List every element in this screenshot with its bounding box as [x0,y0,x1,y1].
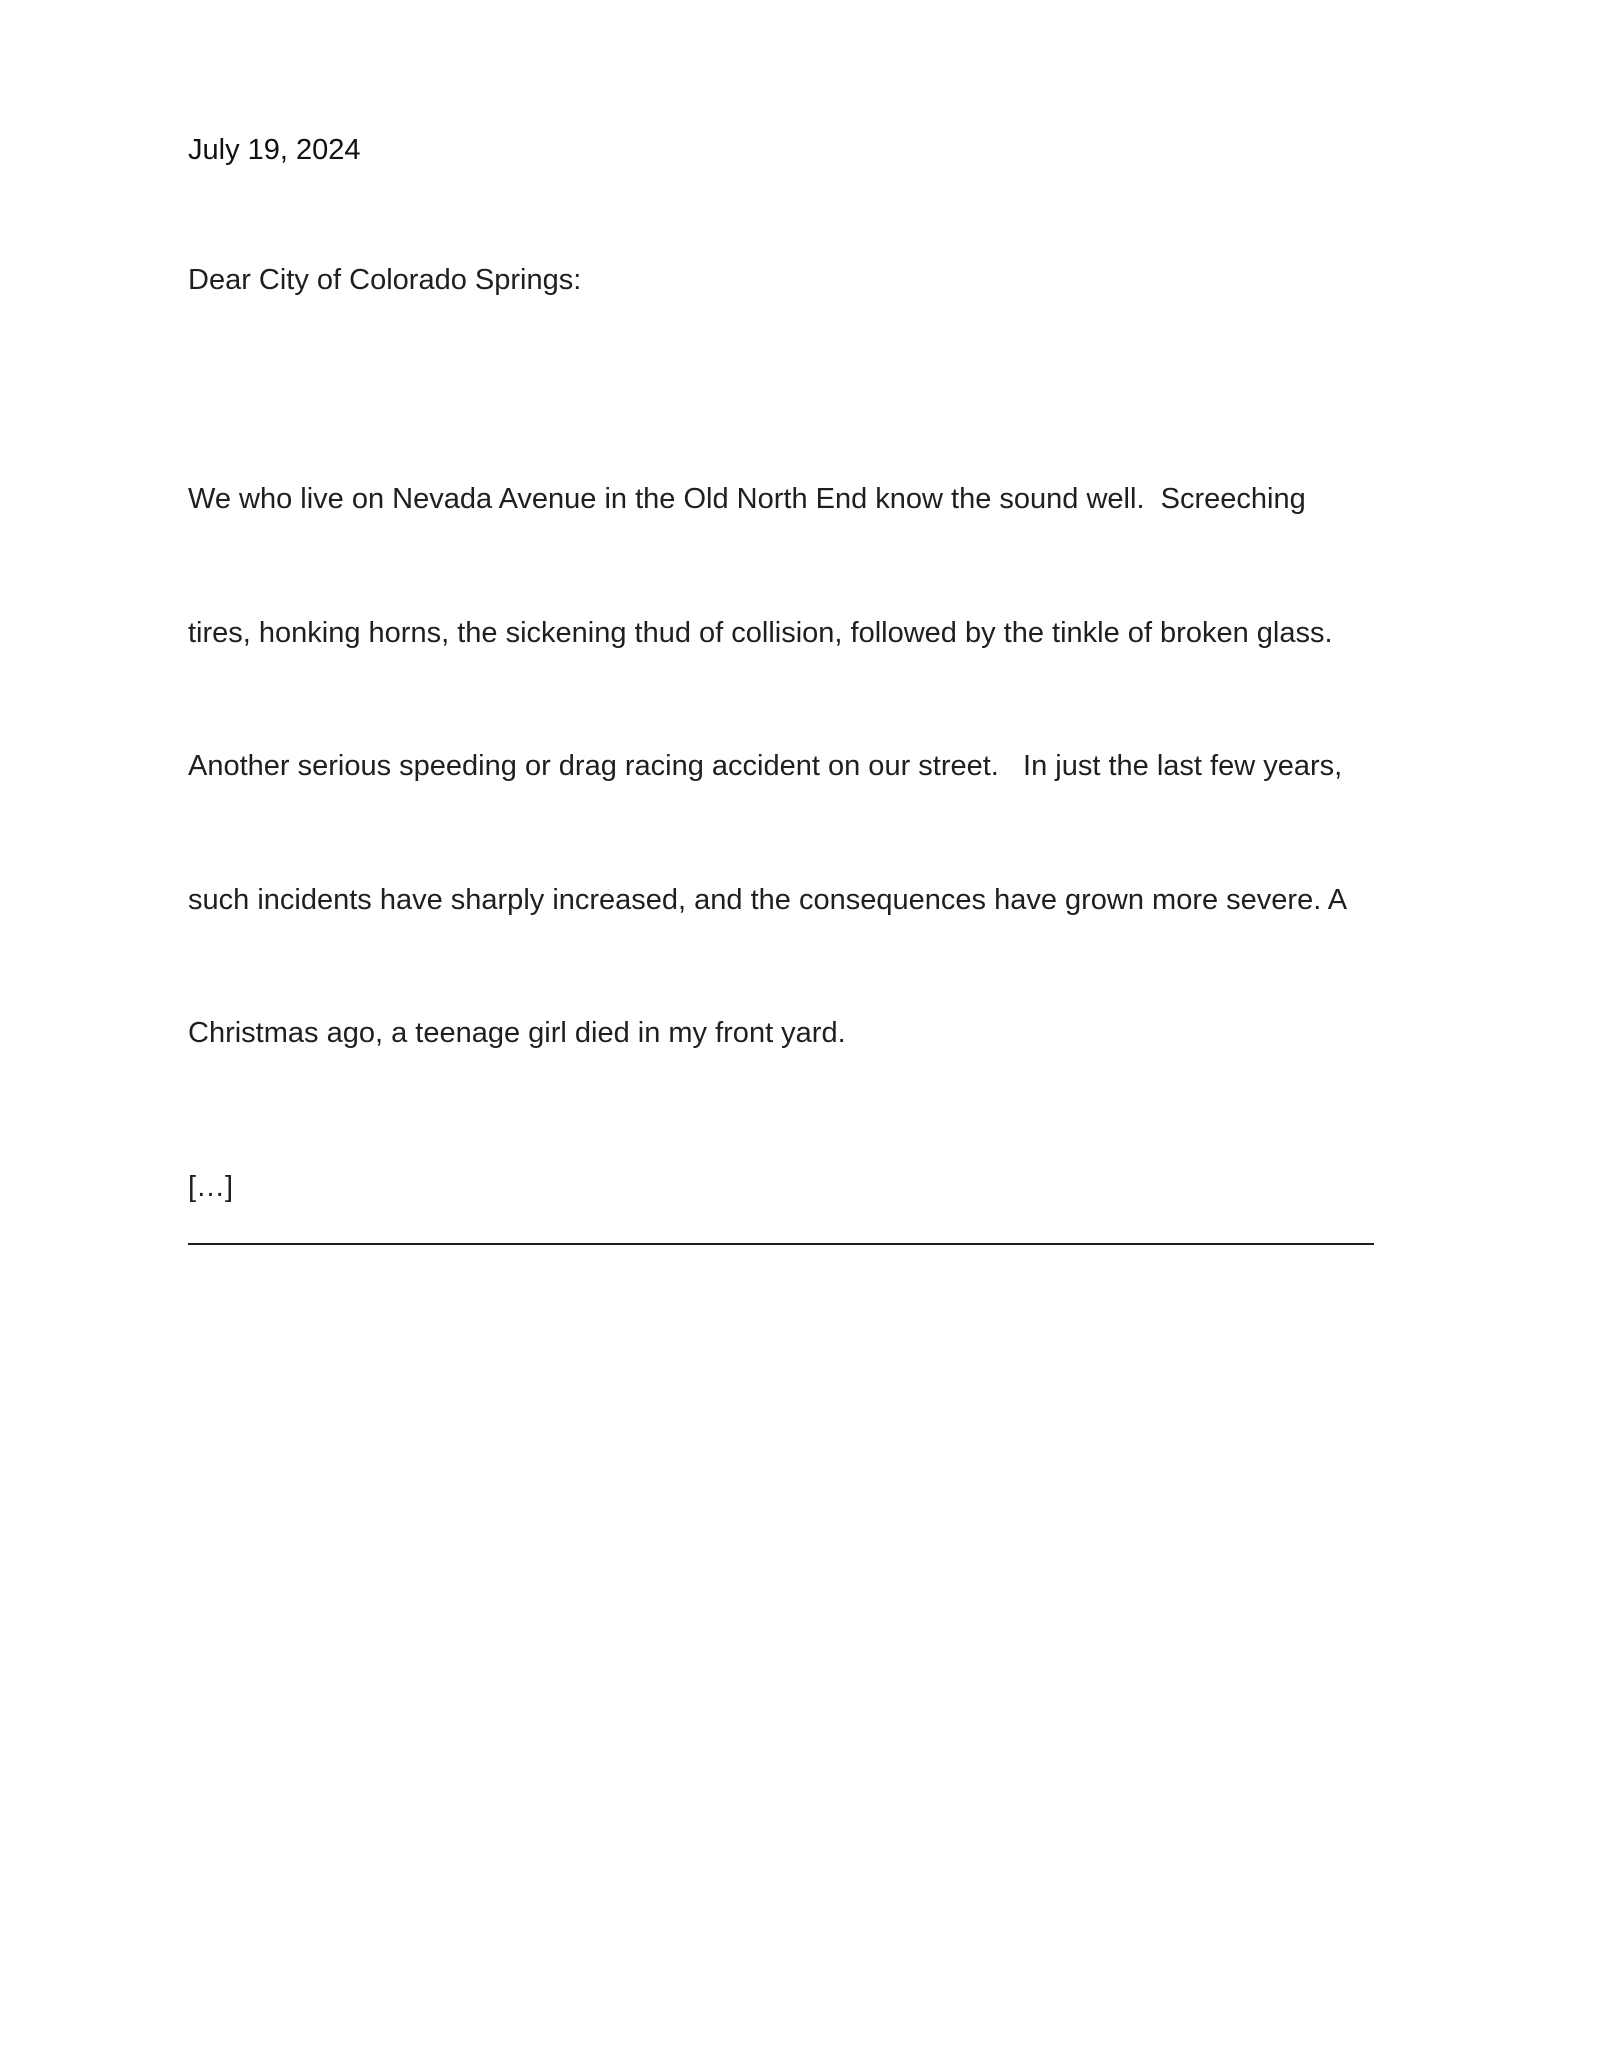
letter-salutation: Dear City of Colorado Springs: [188,264,582,296]
letter-date: July 19, 2024 [188,134,361,166]
body-line: Christmas ago, a teenage girl died in my front yard. [188,1017,846,1049]
horizontal-rule [188,1243,1374,1245]
body-line: such incidents have sharply increased, and the consequences have grown more severe. A [188,883,1348,916]
body-line: tires, honking horns, the sickening thud of collision, followed by the tinkle of broken glass. [188,616,1333,649]
omission-marker: […] [188,1170,234,1203]
letter-body-paragraph [188,388,1413,1145]
body-line: Another serious speeding or drag racing accident on our street. In just the last few years, [188,750,1343,782]
body-line: We who live on Nevada Avenue in the Old North End know the sound well. Screeching [188,483,1306,515]
letter-page [188,128,1413,1245]
